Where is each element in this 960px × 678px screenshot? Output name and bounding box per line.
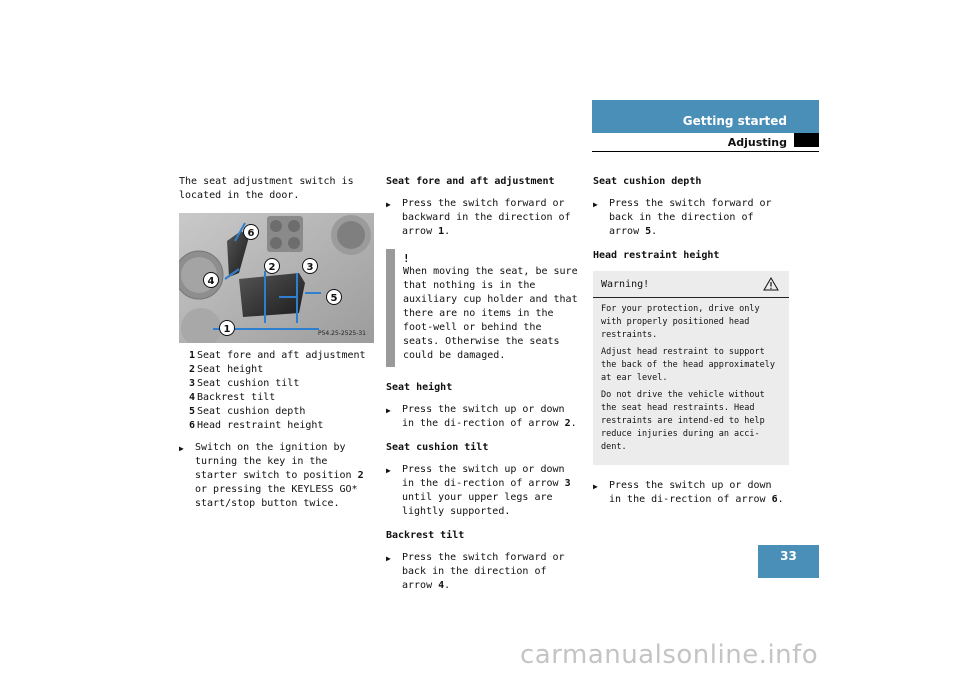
svg-text:4: 4: [207, 276, 215, 287]
seat-switch-image: [179, 213, 374, 343]
seat-height-heading: Seat height: [386, 382, 453, 393]
warning-header: [593, 271, 789, 298]
warning-triangle-icon: [763, 277, 779, 291]
head-restraint-heading: Head restraint height: [593, 250, 720, 261]
svg-text:2: 2: [268, 262, 276, 273]
warning-body: [593, 298, 789, 465]
warning-line: Do not drive the vehicle without the seat head restraints. Head restraints are intend-ed to help reduce injuries during an acci-dent.: [601, 390, 765, 452]
legend-item: 3 Seat cushion tilt: [188, 378, 300, 389]
svg-text:1: 1: [223, 324, 231, 335]
warning-box: [593, 271, 789, 465]
bullet-arrow-icon: ▶: [386, 200, 391, 209]
section-title: Getting started: [682, 114, 787, 128]
svg-text:3: 3: [306, 262, 314, 273]
warning-line: For your protection, drive only with properly positioned head restraints.: [601, 304, 760, 340]
legend-item: 1 Seat fore and aft adjustment: [188, 350, 366, 361]
page-number: 33: [758, 545, 819, 578]
image-code: P54.25-2525-31: [317, 330, 366, 337]
subsection-bar: [592, 133, 819, 152]
legend-item: 5 Seat cushion depth: [188, 406, 306, 417]
column-1: [179, 175, 374, 521]
legend-item: 4 Backrest tilt: [188, 392, 276, 403]
bullet-arrow-icon: ▶: [179, 444, 184, 453]
fore-aft-heading: Seat fore and aft adjustment: [386, 176, 555, 187]
bullet-arrow-icon: ▶: [386, 466, 391, 475]
bullet-arrow-icon: ▶: [593, 482, 598, 491]
caution-mark: !: [403, 252, 410, 265]
backrest-tilt-step: ▶ Press the switch forward or back in the direction of arrow 4.: [386, 552, 565, 591]
seat-switch-illustration: [179, 213, 374, 343]
svg-text:5: 5: [330, 293, 338, 304]
seat-height-step: ▶ Press the switch up or down in the di-rection of arrow 2.: [386, 404, 577, 429]
header-banner: [592, 100, 819, 133]
cushion-depth-heading: Seat cushion depth: [593, 176, 702, 187]
legend-list: [179, 349, 374, 433]
legend-item: 6 Head restraint height: [188, 420, 324, 431]
legend-item: 2 Seat height: [188, 364, 264, 375]
svg-text:6: 6: [247, 228, 255, 239]
bullet-arrow-icon: ▶: [386, 406, 391, 415]
head-restraint-step: ▶ Press the switch up or down in the di-rection of arrow 6.: [593, 480, 784, 505]
cushion-tilt-step: ▶ Press the switch up or down in the di-rection of arrow 3 until your upper legs are lightly supported.: [386, 464, 571, 517]
fore-aft-step: ▶ Press the switch forward or backward in the direction of arrow 1.: [386, 198, 571, 237]
cushion-tilt-heading: Seat cushion tilt: [386, 442, 489, 453]
ignition-step: ▶ Switch on the ignition by turning the key in the starter switch to position 2 or pressing the KEYLESS GO* start/stop button twice.: [179, 442, 364, 509]
watermark: carmanualsonline.info: [520, 640, 819, 670]
bullet-arrow-icon: ▶: [386, 554, 391, 563]
warning-title: Warning!: [601, 278, 650, 290]
column-2: [386, 175, 582, 603]
cushion-depth-step: ▶ Press the switch forward or back in the direction of arrow 5.: [593, 198, 772, 237]
intro-text: The seat adjustment switch is located in the door.: [179, 176, 354, 201]
column-3: [593, 175, 789, 517]
warning-line: Adjust head restraint to support the back of the head approximately at ear level.: [601, 347, 775, 383]
bullet-arrow-icon: ▶: [593, 200, 598, 209]
caution-notice: [386, 249, 582, 367]
subsection-title: Adjusting: [727, 136, 787, 149]
caution-text: When moving the seat, be sure that nothing is in the auxiliary cup holder and that there are no items in the foot-well or behind the seats. Otherwise the seats could be damaged.: [403, 266, 578, 361]
backrest-tilt-heading: Backrest tilt: [386, 530, 465, 541]
subsection-marker: [794, 133, 819, 147]
